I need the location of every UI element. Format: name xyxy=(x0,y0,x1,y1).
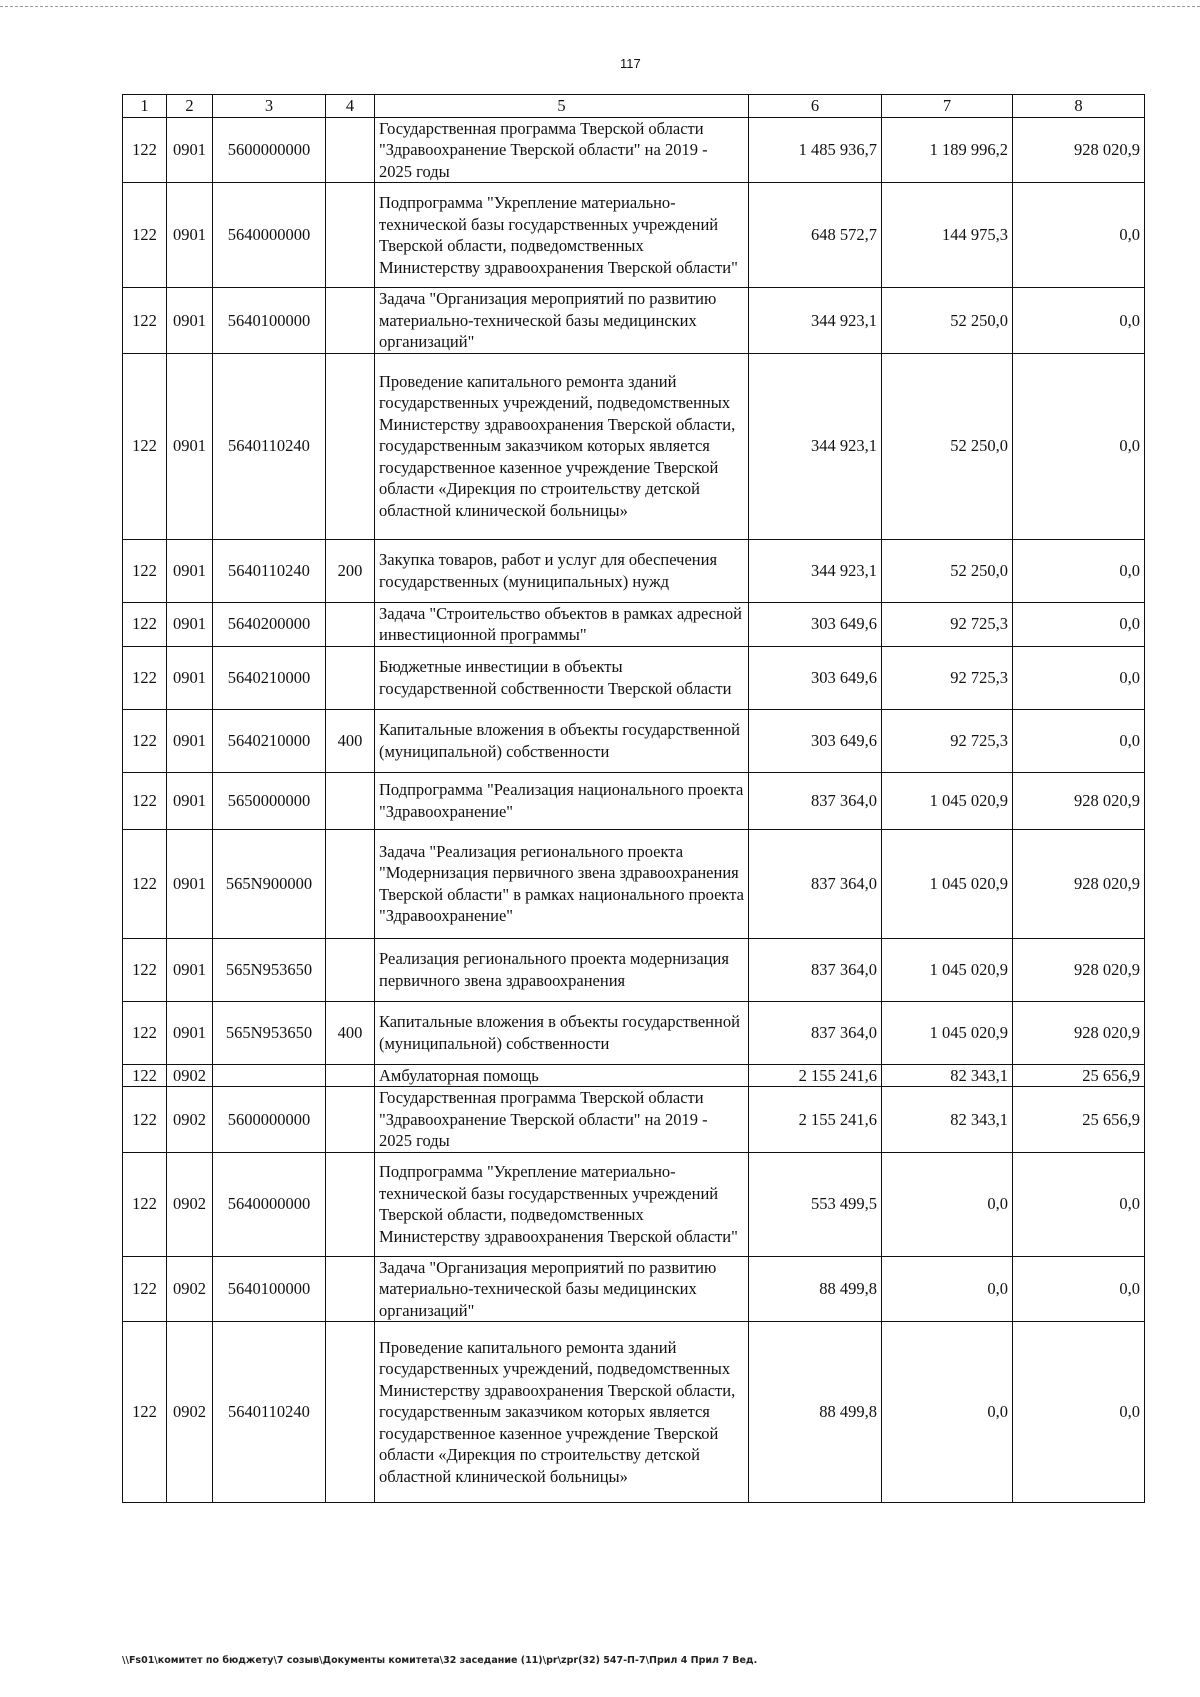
section-code-cell: 0901 xyxy=(167,183,213,288)
amount-year2-cell: 1 189 996,2 xyxy=(882,117,1013,183)
amount-year1-cell: 553 499,5 xyxy=(749,1152,882,1256)
table-row xyxy=(123,1087,1145,1153)
description-cell: Бюджетные инвестиции в объекты государственной собственности Тверской области xyxy=(375,646,749,709)
amount-year1-cell: 303 649,6 xyxy=(749,602,882,646)
amount-year3-cell: 928 020,9 xyxy=(1013,117,1145,183)
table-row xyxy=(123,1001,1145,1064)
amount-year3-cell: 928 020,9 xyxy=(1013,772,1145,829)
ministry-code-cell: 122 xyxy=(123,1322,167,1503)
expense-type-cell xyxy=(326,602,375,646)
amount-year2-cell: 52 250,0 xyxy=(882,353,1013,539)
section-code-cell: 0901 xyxy=(167,539,213,602)
expense-type-cell xyxy=(326,117,375,183)
top-scan-rule xyxy=(0,6,1200,7)
amount-year2-cell: 92 725,3 xyxy=(882,709,1013,772)
section-code-cell: 0902 xyxy=(167,1256,213,1322)
column-number: 6 xyxy=(749,95,882,118)
expense-type-cell xyxy=(326,829,375,938)
amount-year3-cell: 0,0 xyxy=(1013,646,1145,709)
ministry-code-cell: 122 xyxy=(123,183,167,288)
description-cell: Проведение капитального ремонта зданий государственных учреждений, подведомственных Министерству здравоохранения Тверской области, государственным заказчиком которых является государственное казенное учреждение Тверской области «Дирекция по строительству детской областной клинической больницы» xyxy=(375,1322,749,1503)
table-row xyxy=(123,1152,1145,1256)
description-cell: Задача "Реализация регионального проекта "Модернизация первичного звена здравоохранения Тверской области" в рамках национального проекта "Здравоохранение" xyxy=(375,829,749,938)
target-article-cell: 5640210000 xyxy=(213,646,326,709)
amount-year2-cell: 82 343,1 xyxy=(882,1064,1013,1087)
description-cell: Задача "Строительство объектов в рамках адресной инвестиционной программы" xyxy=(375,602,749,646)
expense-type-cell xyxy=(326,183,375,288)
amount-year3-cell: 928 020,9 xyxy=(1013,829,1145,938)
amount-year3-cell: 0,0 xyxy=(1013,1256,1145,1322)
amount-year3-cell: 0,0 xyxy=(1013,353,1145,539)
amount-year1-cell: 1 485 936,7 xyxy=(749,117,882,183)
amount-year3-cell: 25 656,9 xyxy=(1013,1087,1145,1153)
table-row xyxy=(123,539,1145,602)
footer-file-path: \\Fs01\комитет по бюджету\7 созыв\Документы комитета\32 заседание (11)\pr\zpr(32) 547-П-7\Прил 4 Прил 7 Вед. xyxy=(122,1655,758,1666)
description-cell: Подпрограмма "Укрепление материально-технической базы государственных учреждений Тверской области, подведомственных Министерству здравоохранения Тверской области" xyxy=(375,183,749,288)
column-number: 2 xyxy=(167,95,213,118)
target-article-cell: 5640110240 xyxy=(213,353,326,539)
ministry-code-cell: 122 xyxy=(123,288,167,354)
amount-year1-cell: 303 649,6 xyxy=(749,709,882,772)
column-number-row xyxy=(123,95,1145,118)
target-article-cell: 565N953650 xyxy=(213,938,326,1001)
amount-year2-cell: 92 725,3 xyxy=(882,646,1013,709)
amount-year2-cell: 1 045 020,9 xyxy=(882,938,1013,1001)
table-row xyxy=(123,1256,1145,1322)
target-article-cell: 5640110240 xyxy=(213,539,326,602)
amount-year3-cell: 928 020,9 xyxy=(1013,1001,1145,1064)
amount-year3-cell: 0,0 xyxy=(1013,288,1145,354)
amount-year1-cell: 837 364,0 xyxy=(749,829,882,938)
amount-year2-cell: 144 975,3 xyxy=(882,183,1013,288)
ministry-code-cell: 122 xyxy=(123,938,167,1001)
expense-type-cell xyxy=(326,1256,375,1322)
amount-year2-cell: 1 045 020,9 xyxy=(882,1001,1013,1064)
column-number: 8 xyxy=(1013,95,1145,118)
ministry-code-cell: 122 xyxy=(123,539,167,602)
column-number: 5 xyxy=(375,95,749,118)
amount-year2-cell: 0,0 xyxy=(882,1152,1013,1256)
section-code-cell: 0901 xyxy=(167,772,213,829)
description-cell: Капитальные вложения в объекты государственной (муниципальной) собственности xyxy=(375,709,749,772)
expense-type-cell xyxy=(326,353,375,539)
table-row xyxy=(123,709,1145,772)
amount-year1-cell: 303 649,6 xyxy=(749,646,882,709)
amount-year2-cell: 1 045 020,9 xyxy=(882,772,1013,829)
section-code-cell: 0901 xyxy=(167,646,213,709)
amount-year3-cell: 0,0 xyxy=(1013,183,1145,288)
target-article-cell: 5600000000 xyxy=(213,117,326,183)
ministry-code-cell: 122 xyxy=(123,117,167,183)
amount-year1-cell: 648 572,7 xyxy=(749,183,882,288)
column-number: 3 xyxy=(213,95,326,118)
ministry-code-cell: 122 xyxy=(123,646,167,709)
ministry-code-cell: 122 xyxy=(123,709,167,772)
expense-type-cell xyxy=(326,772,375,829)
amount-year1-cell: 837 364,0 xyxy=(749,1001,882,1064)
amount-year1-cell: 837 364,0 xyxy=(749,938,882,1001)
expense-type-cell xyxy=(326,1322,375,1503)
amount-year2-cell: 0,0 xyxy=(882,1256,1013,1322)
expense-type-cell xyxy=(326,646,375,709)
ministry-code-cell: 122 xyxy=(123,1256,167,1322)
ministry-code-cell: 122 xyxy=(123,1152,167,1256)
section-code-cell: 0901 xyxy=(167,938,213,1001)
expense-type-cell xyxy=(326,1064,375,1087)
amount-year2-cell: 92 725,3 xyxy=(882,602,1013,646)
description-cell: Государственная программа Тверской области "Здравоохранение Тверской области" на 2019 - 2025 годы xyxy=(375,117,749,183)
ministry-code-cell: 122 xyxy=(123,829,167,938)
target-article-cell: 5640100000 xyxy=(213,288,326,354)
section-code-cell: 0901 xyxy=(167,117,213,183)
ministry-code-cell: 122 xyxy=(123,1001,167,1064)
table-row xyxy=(123,117,1145,183)
amount-year1-cell: 88 499,8 xyxy=(749,1322,882,1503)
table-row xyxy=(123,772,1145,829)
section-code-cell: 0901 xyxy=(167,288,213,354)
target-article-cell: 5640210000 xyxy=(213,709,326,772)
description-cell: Задача "Организация мероприятий по развитию материально-технической базы медицинских организаций" xyxy=(375,288,749,354)
target-article-cell: 5640100000 xyxy=(213,1256,326,1322)
description-cell: Капитальные вложения в объекты государственной (муниципальной) собственности xyxy=(375,1001,749,1064)
amount-year1-cell: 344 923,1 xyxy=(749,353,882,539)
section-code-cell: 0901 xyxy=(167,829,213,938)
amount-year3-cell: 0,0 xyxy=(1013,1322,1145,1503)
amount-year1-cell: 2 155 241,6 xyxy=(749,1087,882,1153)
target-article-cell: 5640200000 xyxy=(213,602,326,646)
target-article-cell: 5650000000 xyxy=(213,772,326,829)
table-row xyxy=(123,1322,1145,1503)
description-cell: Подпрограмма "Реализация национального проекта "Здравоохранение" xyxy=(375,772,749,829)
section-code-cell: 0901 xyxy=(167,353,213,539)
ministry-code-cell: 122 xyxy=(123,772,167,829)
target-article-cell: 5640000000 xyxy=(213,183,326,288)
table-row xyxy=(123,353,1145,539)
amount-year1-cell: 88 499,8 xyxy=(749,1256,882,1322)
amount-year2-cell: 52 250,0 xyxy=(882,539,1013,602)
target-article-cell: 565N953650 xyxy=(213,1001,326,1064)
table-row xyxy=(123,602,1145,646)
table-row xyxy=(123,288,1145,354)
target-article-cell: 5600000000 xyxy=(213,1087,326,1153)
table-row xyxy=(123,183,1145,288)
ministry-code-cell: 122 xyxy=(123,1087,167,1153)
target-article-cell: 565N900000 xyxy=(213,829,326,938)
expense-type-cell: 400 xyxy=(326,709,375,772)
ministry-code-cell: 122 xyxy=(123,1064,167,1087)
section-code-cell: 0901 xyxy=(167,709,213,772)
expense-type-cell xyxy=(326,288,375,354)
table-row xyxy=(123,1064,1145,1087)
description-cell: Задача "Организация мероприятий по развитию материально-технической базы медицинских организаций" xyxy=(375,1256,749,1322)
column-number: 4 xyxy=(326,95,375,118)
table-row xyxy=(123,829,1145,938)
amount-year3-cell: 0,0 xyxy=(1013,709,1145,772)
budget-table xyxy=(122,94,1145,1503)
amount-year2-cell: 52 250,0 xyxy=(882,288,1013,354)
expense-type-cell xyxy=(326,1152,375,1256)
amount-year3-cell: 0,0 xyxy=(1013,539,1145,602)
expense-type-cell xyxy=(326,938,375,1001)
expense-type-cell: 400 xyxy=(326,1001,375,1064)
amount-year3-cell: 25 656,9 xyxy=(1013,1064,1145,1087)
section-code-cell: 0901 xyxy=(167,1001,213,1064)
amount-year3-cell: 0,0 xyxy=(1013,1152,1145,1256)
description-cell: Закупка товаров, работ и услуг для обеспечения государственных (муниципальных) нужд xyxy=(375,539,749,602)
amount-year2-cell: 1 045 020,9 xyxy=(882,829,1013,938)
description-cell: Амбулаторная помощь xyxy=(375,1064,749,1087)
target-article-cell: 5640110240 xyxy=(213,1322,326,1503)
ministry-code-cell: 122 xyxy=(123,602,167,646)
section-code-cell: 0902 xyxy=(167,1087,213,1153)
column-number: 7 xyxy=(882,95,1013,118)
amount-year2-cell: 0,0 xyxy=(882,1322,1013,1503)
description-cell: Подпрограмма "Укрепление материально-технической базы государственных учреждений Тверской области, подведомственных Министерству здравоохранения Тверской области" xyxy=(375,1152,749,1256)
description-cell: Проведение капитального ремонта зданий государственных учреждений, подведомственных Министерству здравоохранения Тверской области, государственным заказчиком которых является государственное казенное учреждение Тверской области «Дирекция по строительству детской областной клинической больницы» xyxy=(375,353,749,539)
amount-year1-cell: 837 364,0 xyxy=(749,772,882,829)
amount-year2-cell: 82 343,1 xyxy=(882,1087,1013,1153)
section-code-cell: 0902 xyxy=(167,1322,213,1503)
target-article-cell xyxy=(213,1064,326,1087)
description-cell: Реализация регионального проекта модернизация первичного звена здравоохранения xyxy=(375,938,749,1001)
description-cell: Государственная программа Тверской области "Здравоохранение Тверской области" на 2019 - 2025 годы xyxy=(375,1087,749,1153)
amount-year1-cell: 344 923,1 xyxy=(749,288,882,354)
target-article-cell: 5640000000 xyxy=(213,1152,326,1256)
ministry-code-cell: 122 xyxy=(123,353,167,539)
amount-year1-cell: 344 923,1 xyxy=(749,539,882,602)
expense-type-cell: 200 xyxy=(326,539,375,602)
section-code-cell: 0902 xyxy=(167,1064,213,1087)
page-number: 117 xyxy=(620,56,641,71)
amount-year1-cell: 2 155 241,6 xyxy=(749,1064,882,1087)
table-row xyxy=(123,938,1145,1001)
expense-type-cell xyxy=(326,1087,375,1153)
section-code-cell: 0902 xyxy=(167,1152,213,1256)
section-code-cell: 0901 xyxy=(167,602,213,646)
amount-year3-cell: 0,0 xyxy=(1013,602,1145,646)
table-row xyxy=(123,646,1145,709)
column-number: 1 xyxy=(123,95,167,118)
amount-year3-cell: 928 020,9 xyxy=(1013,938,1145,1001)
